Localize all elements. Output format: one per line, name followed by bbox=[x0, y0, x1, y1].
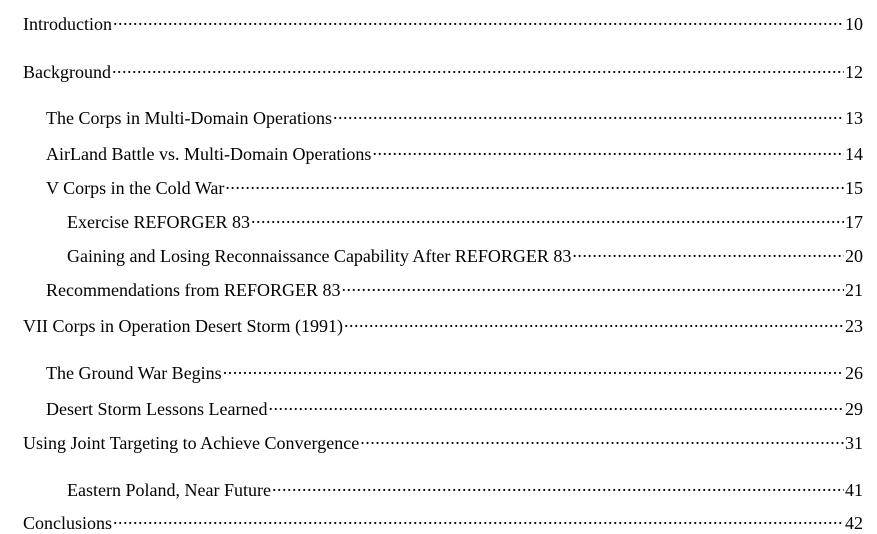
dot-leader bbox=[113, 507, 844, 529]
dot-leader bbox=[112, 56, 844, 78]
toc-entry-v-corps-cold-war[interactable] bbox=[46, 172, 863, 199]
toc-entry-title: The Corps in Multi-Domain Operations bbox=[46, 108, 332, 128]
toc-entry-title: Eastern Poland, Near Future bbox=[67, 480, 271, 500]
toc-entry-exercise-reforger[interactable] bbox=[67, 206, 863, 233]
toc-entry-page: 26 bbox=[845, 363, 863, 383]
toc-entry-page: 10 bbox=[845, 14, 863, 34]
toc-entry-title: Gaining and Losing Reconnaissance Capability After REFORGER 83 bbox=[67, 246, 572, 266]
toc-entry-conclusions[interactable] bbox=[23, 507, 863, 534]
toc-entry-title: Recommendations from REFORGER 83 bbox=[46, 280, 341, 300]
toc-entry-recommendations-reforger[interactable] bbox=[46, 274, 863, 301]
toc-entry-page: 42 bbox=[845, 513, 863, 533]
dot-leader bbox=[251, 206, 844, 228]
toc-entry-page: 31 bbox=[845, 433, 863, 453]
toc-entry-title: The Ground War Begins bbox=[46, 363, 222, 383]
toc-entry-page: 23 bbox=[845, 316, 863, 336]
dot-leader bbox=[341, 274, 844, 296]
dot-leader bbox=[268, 393, 844, 415]
toc-entry-page: 13 bbox=[845, 108, 863, 128]
toc-entry-ground-war-begins[interactable] bbox=[46, 357, 863, 384]
toc-entry-title: Introduction bbox=[23, 14, 112, 34]
dot-leader bbox=[360, 427, 844, 449]
dot-leader bbox=[333, 102, 844, 124]
toc-entry-airland-battle[interactable] bbox=[46, 138, 863, 165]
toc-entry-title: Exercise REFORGER 83 bbox=[67, 212, 250, 232]
toc-entry-gaining-losing-recon[interactable] bbox=[67, 240, 863, 267]
toc-entry-page: 29 bbox=[845, 399, 863, 419]
toc-entry-corps-mdo[interactable] bbox=[46, 102, 863, 129]
toc-entry-vii-corps-desert-storm[interactable] bbox=[23, 310, 863, 337]
toc-entry-background[interactable] bbox=[23, 56, 863, 83]
toc-entry-title: AirLand Battle vs. Multi-Domain Operations bbox=[46, 144, 372, 164]
toc-entry-title: Using Joint Targeting to Achieve Convergence bbox=[23, 433, 360, 453]
toc-entry-eastern-poland[interactable] bbox=[67, 474, 863, 501]
toc-entry-page: 20 bbox=[845, 246, 863, 266]
toc-entry-page: 15 bbox=[845, 178, 863, 198]
toc-entry-desert-storm-lessons[interactable] bbox=[46, 393, 863, 420]
toc-entry-page: 14 bbox=[845, 144, 863, 164]
dot-leader bbox=[272, 474, 844, 496]
dot-leader bbox=[344, 310, 844, 332]
toc-entry-title: Background bbox=[23, 62, 111, 82]
dot-leader bbox=[372, 138, 844, 160]
dot-leader bbox=[223, 357, 844, 379]
toc-entry-page: 12 bbox=[845, 62, 863, 82]
toc-entry-title: VII Corps in Operation Desert Storm (1991) bbox=[23, 316, 343, 336]
toc-entry-title: V Corps in the Cold War bbox=[46, 178, 225, 198]
dot-leader bbox=[225, 172, 844, 194]
dot-leader bbox=[113, 8, 844, 30]
toc-entry-page: 17 bbox=[845, 212, 863, 232]
dot-leader bbox=[572, 240, 844, 262]
toc-entry-page: 21 bbox=[845, 280, 863, 300]
toc-entry-title: Desert Storm Lessons Learned bbox=[46, 399, 268, 419]
toc-entry-joint-targeting[interactable] bbox=[23, 427, 863, 454]
toc-entry-page: 41 bbox=[845, 480, 863, 500]
toc-entry-introduction[interactable] bbox=[23, 8, 863, 35]
toc-entry-title: Conclusions bbox=[23, 513, 113, 533]
